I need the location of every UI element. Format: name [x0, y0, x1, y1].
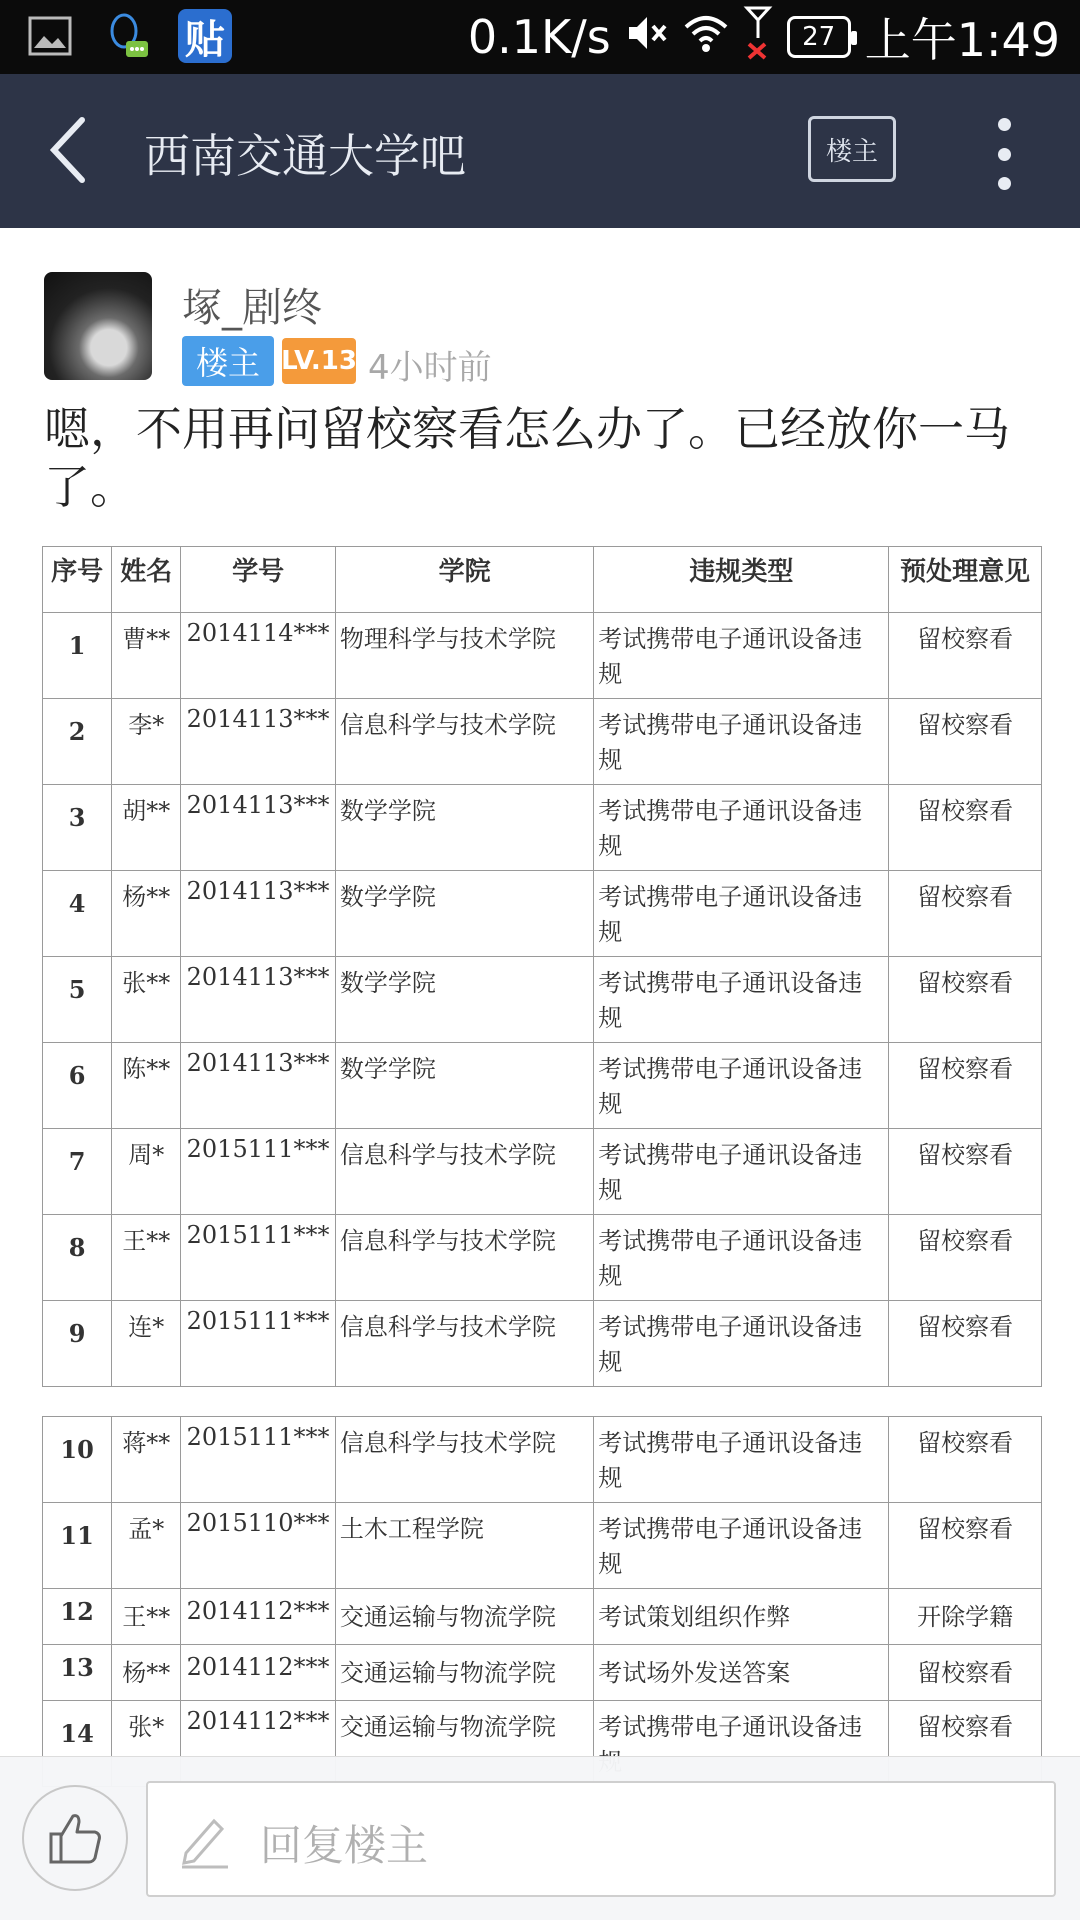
wifi-icon — [683, 10, 729, 64]
table-cell: 考试携带电子通讯设备违规 — [594, 871, 889, 957]
clock: 上午1:49 — [864, 13, 1060, 67]
table-cell: 2014112*** — [181, 1589, 336, 1645]
table-cell: 孟* — [112, 1503, 181, 1589]
table-cell: 杨** — [112, 1645, 181, 1701]
table-cell: 交通运输与物流学院 — [335, 1701, 593, 1787]
table-cell: 2015111*** — [181, 1129, 336, 1215]
table-cell: 留校察看 — [889, 785, 1042, 871]
table-cell: 1 — [43, 613, 112, 699]
table-row — [43, 1589, 1042, 1645]
table-row — [43, 613, 1042, 699]
table-row — [43, 871, 1042, 957]
thumbs-up-icon — [45, 1808, 105, 1868]
table-row — [43, 1043, 1042, 1129]
table-cell: 开除学籍 — [889, 1589, 1042, 1645]
avatar[interactable] — [44, 272, 152, 380]
table-row — [43, 957, 1042, 1043]
status-bar — [0, 0, 1080, 74]
table-cell: 数学学院 — [335, 871, 593, 957]
table-cell: 2015111*** — [181, 1215, 336, 1301]
table-cell: 考试携带电子通讯设备违规 — [594, 785, 889, 871]
post-image-table[interactable] — [42, 546, 1042, 1756]
table-cell: 张* — [112, 1701, 181, 1787]
page-break — [43, 1387, 1042, 1417]
table-cell: 杨** — [112, 871, 181, 957]
table-cell: 考试携带电子通讯设备违规 — [594, 1215, 889, 1301]
table-cell: 周* — [112, 1129, 181, 1215]
table-row — [43, 1301, 1042, 1387]
table-cell: 考试携带电子通讯设备违规 — [594, 1417, 889, 1503]
table-cell: 留校察看 — [889, 1417, 1042, 1503]
col-header: 姓名 — [112, 547, 181, 613]
table-cell: 交通运输与物流学院 — [335, 1645, 593, 1701]
table-cell: 7 — [43, 1129, 112, 1215]
table-cell: 王** — [112, 1589, 181, 1645]
table-cell: 考试携带电子通讯设备违规 — [594, 1129, 889, 1215]
table-cell: 4 — [43, 871, 112, 957]
table-cell: 李* — [112, 699, 181, 785]
table-cell: 2 — [43, 699, 112, 785]
table-cell: 3 — [43, 785, 112, 871]
table-cell: 留校察看 — [889, 613, 1042, 699]
table-cell: 14 — [43, 1701, 112, 1787]
no-signal-icon — [743, 4, 773, 71]
table-cell: 10 — [43, 1417, 112, 1503]
table-cell: 信息科学与技术学院 — [335, 1417, 593, 1503]
table-cell: 蒋** — [112, 1417, 181, 1503]
table-cell: 8 — [43, 1215, 112, 1301]
more-menu-icon[interactable] — [990, 118, 1018, 190]
table-cell: 考试携带电子通讯设备违规 — [594, 1503, 889, 1589]
table-cell: 留校察看 — [889, 1215, 1042, 1301]
table-cell: 2014113*** — [181, 871, 336, 957]
qq-chat-icon — [100, 8, 156, 64]
table-row — [43, 699, 1042, 785]
table-cell: 陈** — [112, 1043, 181, 1129]
table-cell: 13 — [43, 1645, 112, 1701]
back-icon[interactable] — [42, 114, 102, 186]
table-cell: 2014112*** — [181, 1645, 336, 1701]
table-cell: 数学学院 — [335, 957, 593, 1043]
post-text: 嗯，不用再问留校察看怎么办了。已经放你一马了。 — [44, 402, 1010, 514]
table-cell: 留校察看 — [889, 1129, 1042, 1215]
table-cell: 9 — [43, 1301, 112, 1387]
table-cell: 留校察看 — [889, 1503, 1042, 1589]
table-cell: 考试携带电子通讯设备违 — [594, 1701, 889, 1787]
network-speed: 0.1K/s — [467, 10, 611, 64]
table-cell: 考试携带电子通讯设备违规 — [594, 957, 889, 1043]
table-cell: 6 — [43, 1043, 112, 1129]
table-cell: 2015110*** — [181, 1503, 336, 1589]
table-cell: 2015111*** — [181, 1417, 336, 1503]
table-cell: 12 — [43, 1589, 112, 1645]
table-row — [43, 1645, 1042, 1701]
only-op-button[interactable]: 楼主 — [808, 116, 896, 182]
mute-icon — [625, 10, 669, 64]
table-cell: 考试场外发送答案 — [594, 1645, 889, 1701]
top-nav-bar — [0, 74, 1080, 228]
table-cell: 土木工程学院 — [335, 1503, 593, 1589]
table-cell: 考试携带电子通讯设备违规 — [594, 1043, 889, 1129]
col-header: 序号 — [43, 547, 112, 613]
table-cell: 留校察看 — [889, 871, 1042, 957]
table-cell: 胡** — [112, 785, 181, 871]
table-cell: 数学学院 — [335, 1043, 593, 1129]
level-badge: LV.13 — [282, 338, 356, 384]
table-cell: 信息科学与技术学院 — [335, 1215, 593, 1301]
table-cell: 信息科学与技术学院 — [335, 699, 593, 785]
op-badge: 楼主 — [182, 336, 274, 386]
table-cell: 考试携带电子通讯设备违规 — [594, 1301, 889, 1387]
table-row — [43, 1417, 1042, 1503]
post-time: 4小时前 — [368, 348, 492, 388]
table-cell: 考试策划组织作弊 — [594, 1589, 889, 1645]
reply-placeholder: 回复楼主 — [260, 1821, 429, 1870]
discipline-table — [42, 546, 1042, 1787]
table-cell: 留校察看 — [889, 1701, 1042, 1787]
table-cell: 信息科学与技术学院 — [335, 1129, 593, 1215]
table-cell: 2014113*** — [181, 785, 336, 871]
table-cell: 2014113*** — [181, 699, 336, 785]
table-cell: 考试携带电子通讯设备违规 — [594, 613, 889, 699]
col-header: 违规类型 — [594, 547, 889, 613]
table-cell: 留校察看 — [889, 1301, 1042, 1387]
table-cell: 2015111*** — [181, 1301, 336, 1387]
table-cell: 留校察看 — [889, 957, 1042, 1043]
gallery-icon — [22, 8, 78, 64]
col-header: 预处理意见 — [889, 547, 1042, 613]
table-row — [43, 1129, 1042, 1215]
table-cell: 2014113*** — [181, 1043, 336, 1129]
reply-bar — [0, 1756, 1080, 1920]
table-cell: 留校察看 — [889, 1043, 1042, 1129]
table-cell: 留校察看 — [889, 1645, 1042, 1701]
table-cell: 王** — [112, 1215, 181, 1301]
col-header: 学号 — [181, 547, 336, 613]
reply-input[interactable] — [146, 1781, 1056, 1897]
table-cell: 留校察看 — [889, 699, 1042, 785]
like-button[interactable] — [22, 1785, 128, 1891]
table-cell: 2014112*** — [181, 1701, 336, 1787]
table-cell: 5 — [43, 957, 112, 1043]
table-cell: 数学学院 — [335, 785, 593, 871]
battery-icon: 27 — [787, 16, 851, 58]
tieba-app-icon: 贴 — [178, 9, 232, 63]
forum-title: 西南交通大学吧 — [144, 129, 466, 183]
table-cell: 考试携带电子通讯设备违规 — [594, 699, 889, 785]
col-header: 学院 — [335, 547, 593, 613]
pencil-icon — [178, 1811, 232, 1869]
table-row — [43, 1215, 1042, 1301]
table-cell: 2014113*** — [181, 957, 336, 1043]
table-cell: 连* — [112, 1301, 181, 1387]
table-cell: 11 — [43, 1503, 112, 1589]
table-cell: 信息科学与技术学院 — [335, 1301, 593, 1387]
table-cell: 张** — [112, 957, 181, 1043]
username[interactable]: 塚_剧终 — [182, 285, 322, 331]
table-row — [43, 785, 1042, 871]
table-row — [43, 1503, 1042, 1589]
table-cell: 物理科学与技术学院 — [335, 613, 593, 699]
table-cell: 2014114*** — [181, 613, 336, 699]
table-cell: 曹** — [112, 613, 181, 699]
table-cell: 交通运输与物流学院 — [335, 1589, 593, 1645]
